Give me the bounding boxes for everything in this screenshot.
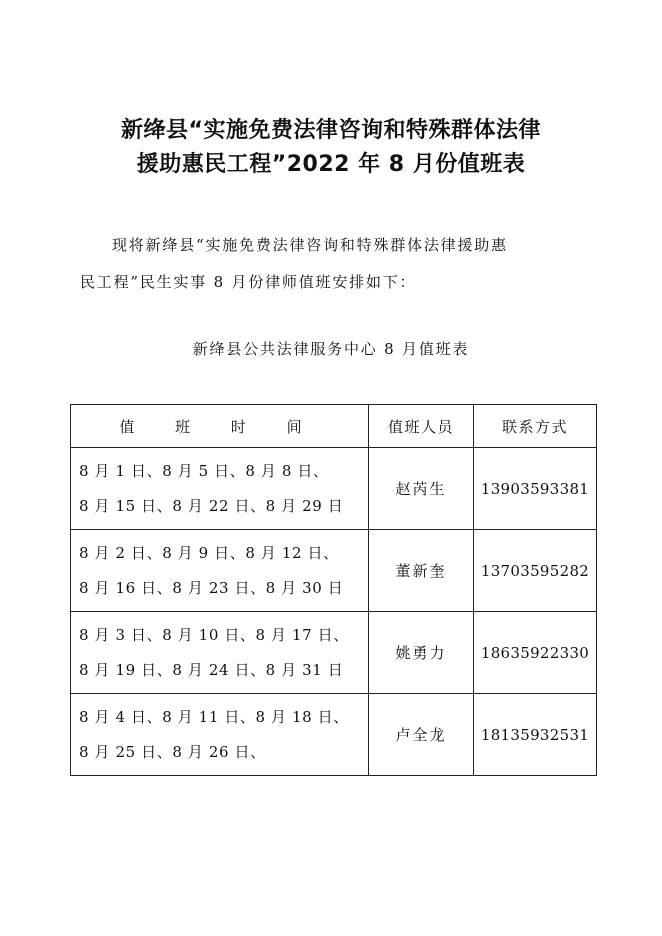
duty-person-cell: 姚勇力 [369, 612, 474, 694]
intro-paragraph-line-2: 民工程”民生实事 8 月份律师值班安排如下： [80, 273, 417, 291]
duty-dates-line: 8 月 2 日、8 月 9 日、8 月 12 日、 [79, 543, 339, 562]
duty-dates-line: 8 月 25 日、8 月 26 日、 [79, 742, 266, 761]
duty-dates-cell [71, 448, 369, 530]
table-title: 新绛县公共法律服务中心 8 月值班表 [192, 340, 470, 358]
duty-schedule-table [70, 404, 597, 776]
document-title-line-2: 援助惠民工程”2022 年 8 月份值班表 [136, 152, 526, 177]
duty-dates-cell [71, 530, 369, 612]
duty-person-cell: 赵芮生 [369, 448, 474, 530]
table-row [71, 448, 597, 530]
duty-dates-cell [71, 694, 369, 776]
phone-number-cell: 18135932531 [474, 694, 597, 776]
header-duty-time: 值 班 时 间 [71, 405, 369, 448]
document-title-line-1: 新绛县“实施免费法律咨询和特殊群体法律 [121, 118, 541, 143]
duty-dates-line: 8 月 3 日、8 月 10 日、8 月 17 日、 [79, 625, 349, 644]
duty-dates-line: 8 月 19 日、8 月 24 日、8 月 31 日 [79, 660, 344, 679]
duty-person-cell: 董新奎 [369, 530, 474, 612]
duty-dates-line: 8 月 1 日、8 月 5 日、8 月 8 日、 [79, 461, 329, 480]
duty-person-cell: 卢全龙 [369, 694, 474, 776]
duty-dates-line: 8 月 4 日、8 月 11 日、8 月 18 日、 [79, 707, 349, 726]
duty-dates-cell [71, 612, 369, 694]
duty-dates-line: 8 月 16 日、8 月 23 日、8 月 30 日 [79, 578, 344, 597]
table-row [71, 694, 597, 776]
table-row [71, 612, 597, 694]
phone-number-cell: 13703595282 [474, 530, 597, 612]
header-contact: 联系方式 [474, 405, 597, 448]
table-header-row [71, 405, 597, 448]
table-row [71, 530, 597, 612]
header-duty-person: 值班人员 [369, 405, 474, 448]
duty-dates-line: 8 月 15 日、8 月 22 日、8 月 29 日 [79, 496, 344, 515]
intro-paragraph-line-1: 现将新绛县“实施免费法律咨询和特殊群体法律援助惠 [112, 236, 508, 254]
phone-number-cell: 18635922330 [474, 612, 597, 694]
phone-number-cell: 13903593381 [474, 448, 597, 530]
